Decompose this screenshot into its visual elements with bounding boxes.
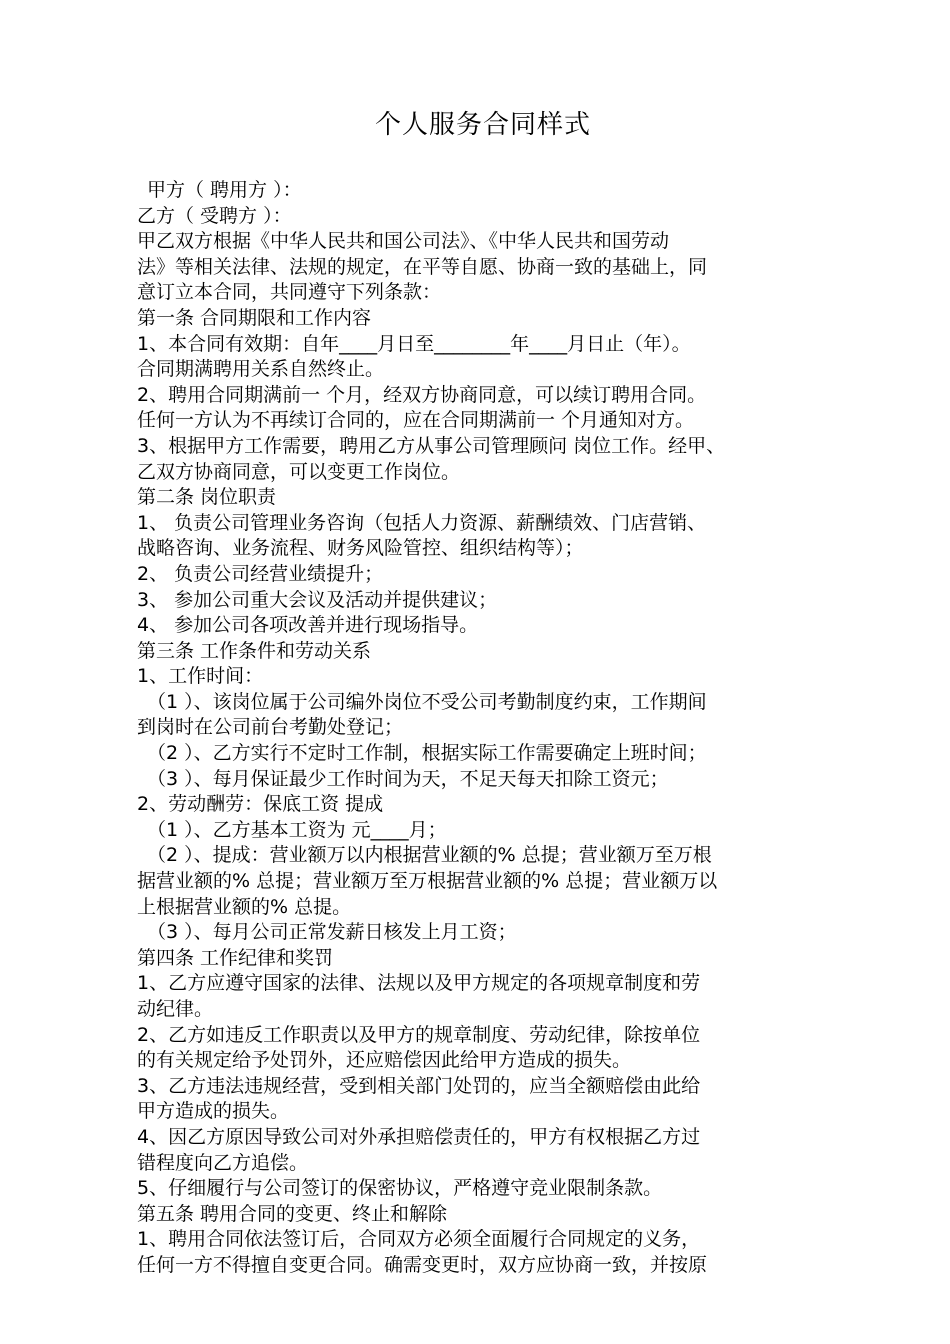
- body-line: 上根据营业额的% 总提。: [137, 895, 352, 918]
- body-line: 的有关规定给予处罚外，还应赔偿因此给甲方造成的损失。: [137, 1049, 632, 1072]
- body-line: 1、聘用合同依法签订后，合同双方必须全面履行合同规定的义务，: [137, 1228, 701, 1251]
- section-heading: 第五条 聘用合同的变更、终止和解除: [137, 1202, 448, 1225]
- body-line: 乙双方协商同意，可以变更工作岗位。: [137, 460, 461, 483]
- body-line: 2、乙方如违反工作职责以及甲方的规章制度、劳动纪律，除按单位: [137, 1023, 701, 1046]
- body-line: 2、 负责公司经营业绩提升；: [137, 562, 384, 585]
- document-page: [137, 108, 817, 1279]
- body-line: 2、劳动酬劳：保底工资 提成: [137, 793, 384, 816]
- body-line: 甲乙双方根据《中华人民共和国公司法》、《中华人民共和国劳动: [137, 230, 670, 253]
- body-line: （1 ）、该岗位属于公司编外岗位不受公司考勤制度约束，工作期间: [147, 690, 707, 713]
- body-line: 动纪律。: [137, 998, 214, 1020]
- body-line: （2 ）、乙方实行不定时工作制，根据实际工作需要确定上班时间；: [147, 742, 707, 765]
- body-line: 据营业额的% 总提；营业额万至万根据营业额的% 总提；营业额万以: [137, 870, 718, 893]
- body-line: 合同期满聘用关系自然终止。: [137, 358, 385, 381]
- body-line: 2、聘用合同期满前一 个月，经双方协商同意，可以续订聘用合同。: [137, 383, 707, 406]
- document-body: [137, 178, 817, 1279]
- body-line: 3、乙方违法违规经营，受到相关部门处罚的，应当全额赔偿由此给: [137, 1074, 701, 1097]
- body-line: 3、根据甲方工作需要，聘用乙方从事公司管理顾问 岗位工作。经甲、: [137, 434, 726, 457]
- body-line: （1 ）、乙方基本工资为 元____月；: [147, 818, 447, 841]
- body-line: 到岗时在公司前台考勤处登记；: [137, 716, 404, 739]
- body-line: 1、乙方应遵守国家的法律、法规以及甲方规定的各项规章制度和劳: [137, 972, 701, 995]
- section-heading: 第四条 工作纪律和奖罚: [137, 946, 334, 969]
- body-line: 乙方（ 受聘方 ）：: [137, 204, 292, 227]
- section-heading: 第三条 工作条件和劳动关系: [137, 639, 372, 662]
- document-title: 个人服务合同样式: [374, 110, 591, 140]
- body-line: 1、 负责公司管理业务咨询（包括人力资源、薪酬绩效、门店营销、: [137, 511, 707, 534]
- body-line: 错程度向乙方追偿。: [137, 1151, 309, 1174]
- body-line: 战略咨询、业务流程、财务风险管控、组织结构等）；: [137, 537, 584, 560]
- body-line: 任何一方认为不再续订合同的，应在合同期满前一 个月通知对方。: [137, 409, 695, 432]
- body-line: （3 ）、每月保证最少工作时间为天，不足天每天扣除工资元；: [147, 767, 669, 790]
- body-line: （3 ）、每月公司正常发薪日核发上月工资；: [147, 921, 517, 944]
- body-line: 5、仔细履行与公司签订的保密协议，严格遵守竞业限制条款。: [137, 1177, 663, 1200]
- body-line: 意订立本合同，共同遵守下列条款：: [137, 281, 442, 304]
- body-line: 1、本合同有效期：自年____月日至________年____月日止（年）。: [137, 332, 691, 355]
- body-line: 3、 参加公司重大会议及活动并提供建议；: [137, 588, 498, 611]
- section-heading: 第一条 合同期限和工作内容: [137, 306, 372, 329]
- section-heading: 第二条 岗位职责: [137, 486, 277, 509]
- body-line: 1、工作时间：: [137, 665, 264, 688]
- body-line: 4、因乙方原因导致公司对外承担赔偿责任的，甲方有权根据乙方过: [137, 1125, 701, 1148]
- body-line: 甲方造成的损失。: [137, 1100, 290, 1123]
- body-line: 法》等相关法律、法规的规定，在平等自愿、协商一致的基础上，同: [137, 255, 708, 278]
- body-line: 任何一方不得擅自变更合同。确需变更时，双方应协商一致，并按原: [137, 1253, 708, 1276]
- body-line: 4、 参加公司各项改善并进行现场指导。: [137, 614, 479, 637]
- body-line: 甲方（ 聘用方 ）：: [147, 179, 302, 201]
- body-line: （2 ）、提成：营业额万以内根据营业额的% 总提；营业额万至万根: [147, 844, 712, 867]
